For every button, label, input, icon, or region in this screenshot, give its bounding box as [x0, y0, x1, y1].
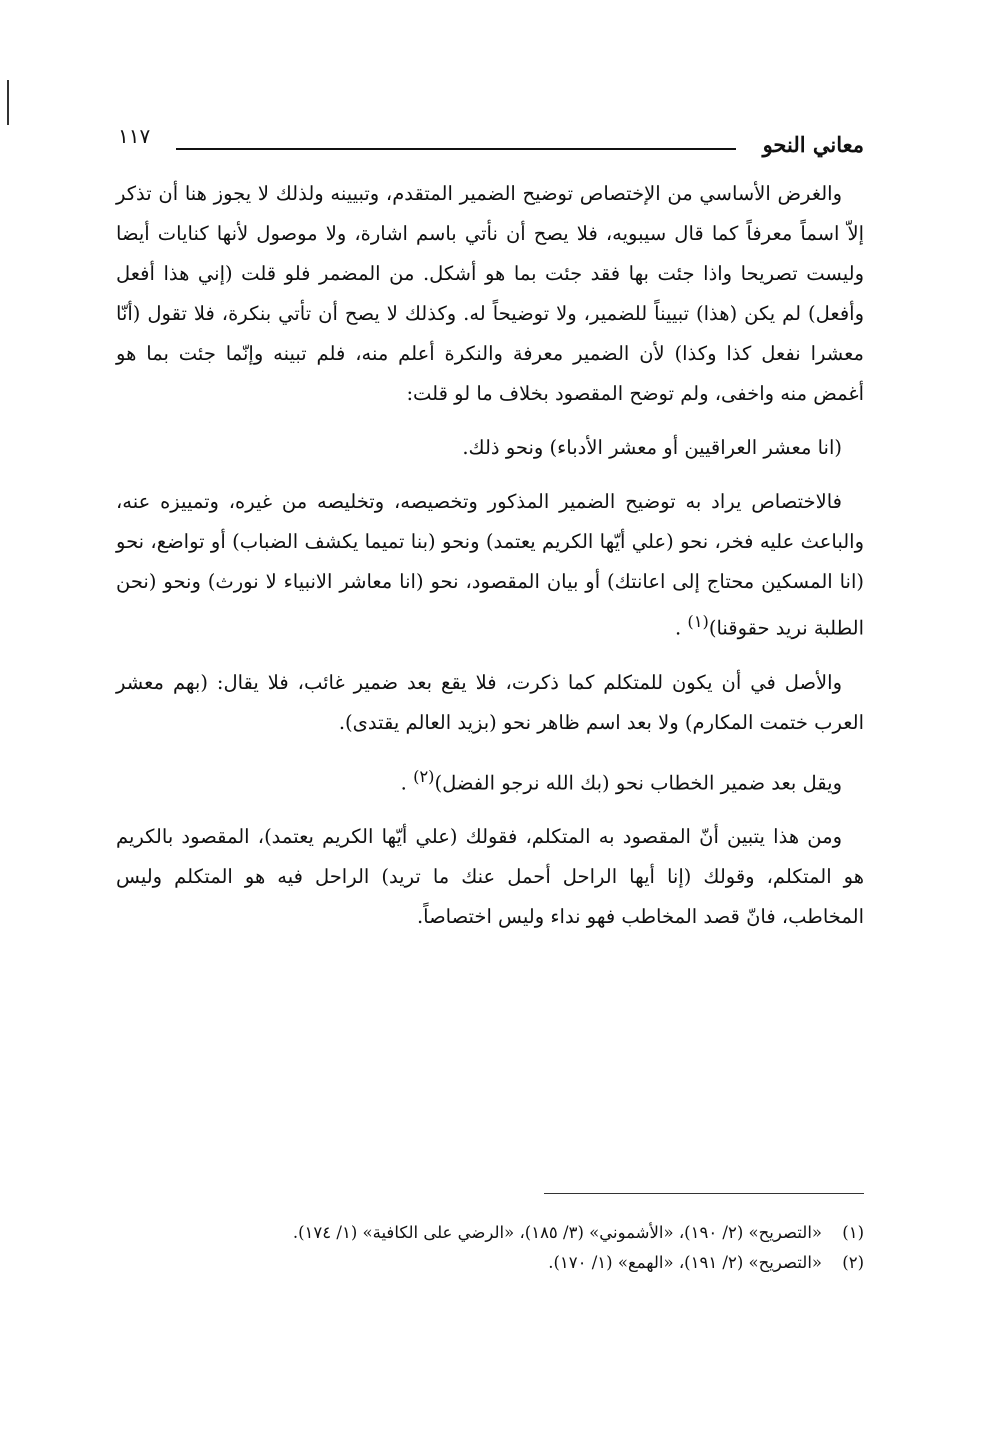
- footnote-ref-1: (١): [687, 612, 709, 631]
- paragraph-3-end: .: [675, 616, 682, 640]
- footnote-1-text: «التصريح» (٢/ ١٩٠)، «الأشموني» (٣/ ١٨٥)، «الرضي على الكافية» (١/ ١٧٤).: [292, 1223, 822, 1242]
- paragraph-2: (انا معشر العراقيين أو معشر الأدباء) ونحو ذلك.: [462, 436, 842, 459]
- page-header: [118, 120, 864, 160]
- footnote-2: [116, 1248, 864, 1278]
- paragraph-1: والغرض الأساسي من الإختصاص توضيح الضمير المتقدم، وتبيينه ولذلك لا يجوز هنا أن تذكر إلاّ اسماً معرفاً كما قال سيبويه، فلا يصح أن نأتي باسم اشارة، ولا موصول لأنها كنايات أيضا وليست تصريحا واذا جئت بها فقد جئت بما هو أشكل. من المضمر فلو قلت (إني هذا أفعل وأفعل) لم يكن (هذا) تبييناً للضمير، ولا توضيحاً له. وكذلك لا يصح أن تأتي بنكرة، فلا تقول (أنّا معشرا نفعل كذا وكذا) لأن الضمير معرفة والنكرة أعلم منه، فلم تبينه وإنّما جئت بما هو أغمض منه واخفى، ولم توضح المقصود بخلاف ما لو قلت:: [116, 182, 864, 405]
- paragraph-5-text: ويقل بعد ضمير الخطاب نحو (بك الله نرجو الفضل): [434, 771, 842, 794]
- book-title: معاني النحو: [762, 132, 864, 157]
- page-number: ١١٧: [118, 124, 151, 148]
- paragraph-5-end: .: [400, 771, 407, 794]
- body-text: [116, 174, 864, 937]
- footnote-1-number: (١): [842, 1223, 864, 1242]
- paragraph-4: والأصل في أن يكون للمتكلم كما ذكرت، فلا يقع بعد ضمير غائب، فلا يقال: (بهم معشر العرب ختمت المكارم) ولا بعد اسم ظاهر نحو (بزيد العالم يقتدى).: [116, 670, 864, 734]
- paragraph-5: [116, 757, 864, 804]
- paragraph-6: ومن هذا يتبين أنّ المقصود به المتكلم، فقولك (علي أيّها الكريم يعتمد)، المقصود بالكريم هو المتكلم، وقولك (إنا أيها الراحل أحمل عنك ما تريد) الراحل فيه هو المتكلم وليس المخاطب، فانّ قصد المخاطب فهو نداء وليس اختصاصاً.: [116, 825, 864, 928]
- margin-mark: [7, 80, 9, 125]
- paragraph-3: [116, 482, 864, 649]
- footnote-ref-2: (٢): [413, 766, 435, 786]
- footnote-2-number: (٢): [842, 1253, 864, 1272]
- footnote-1: [116, 1218, 864, 1248]
- paragraph-3-text: فالاختصاص يراد به توضيح الضمير المذكور وتخصيصه، وتخليصه من غيره، وتمييزه عنه، والباعث عليه فخر، نحو (علي أيّها الكريم يعتمد) ونحو (بنا تميما يكشف الضباب) أو تواضع، نحو (انا المسكين محتاج إلى اعانتك) أو بيان المقصود، نحو (انا معاشر الانبياء لا نورث) ونحو (نحن الطلبة نريد حقوقنا): [116, 490, 864, 640]
- footnote-rule: [544, 1193, 864, 1194]
- footnote-2-text: «التصريح» (٢/ ١٩١)، «الهمع» (١/ ١٧٠).: [548, 1253, 822, 1272]
- header-rule: [176, 148, 736, 150]
- footnotes: [116, 1218, 864, 1278]
